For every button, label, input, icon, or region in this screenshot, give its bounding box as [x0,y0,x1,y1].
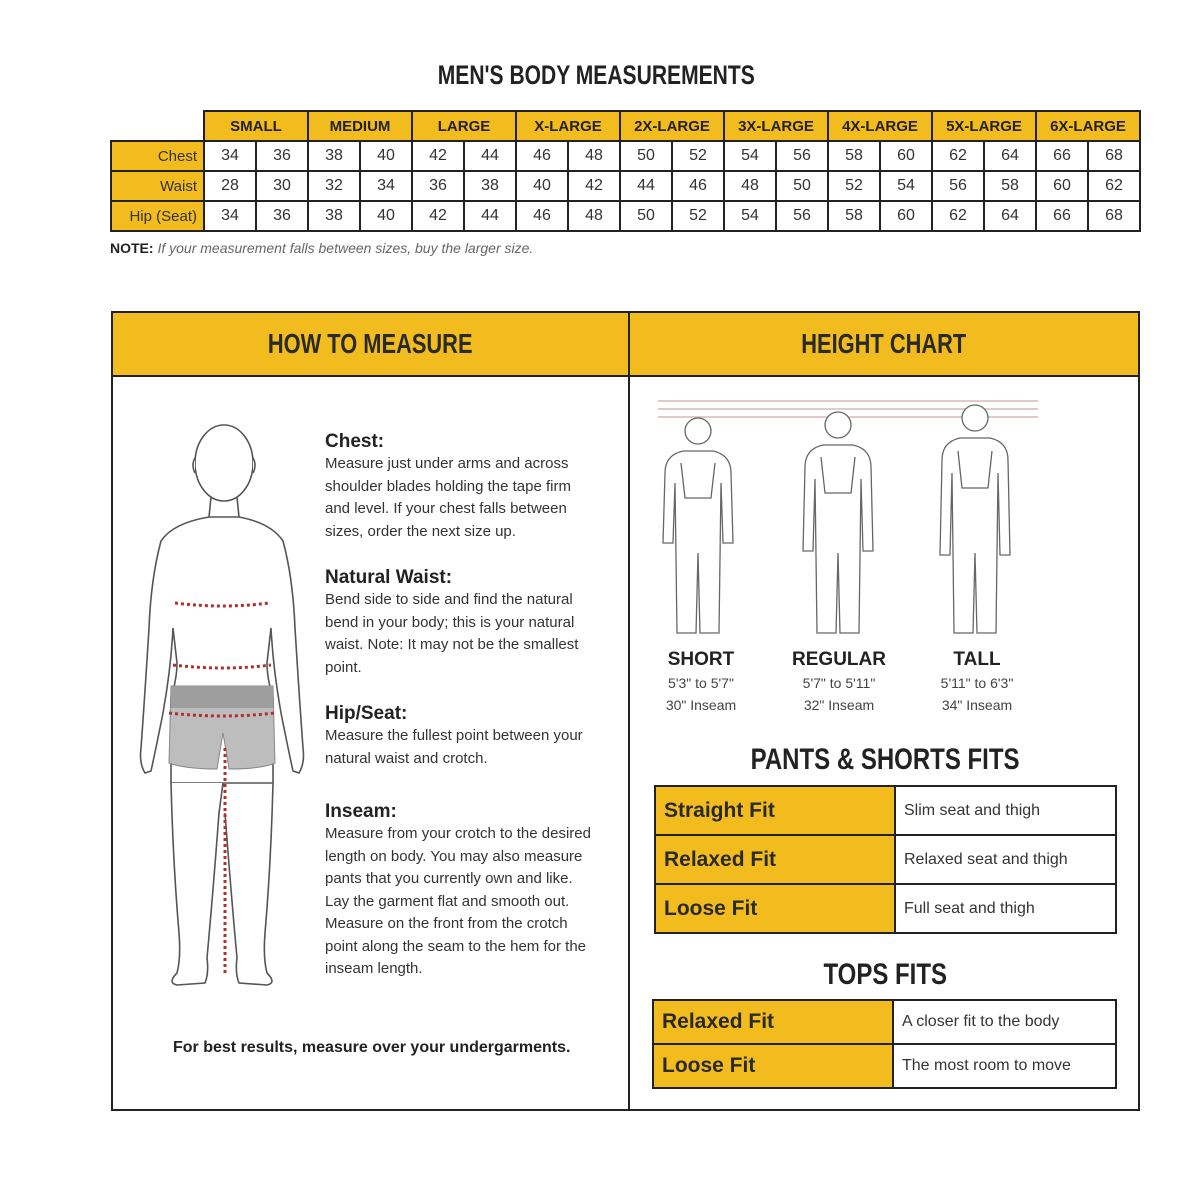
tall-label: TALL [953,649,1001,670]
inseam-title: Inseam: [325,801,397,822]
table-row [653,1000,1116,1044]
measurement-cell: 32 [308,171,360,201]
size-header: LARGE [412,111,516,141]
waist-text: Bend side to side and find the natural bend in your body; this is your natural waist. Note: It may not be the smallest point. [325,591,579,676]
measurement-cell: 44 [620,171,672,201]
table-corner [111,111,204,141]
measurement-cell: 34 [204,201,256,231]
measurement-cell: 34 [360,171,412,201]
measurement-cell: 50 [776,171,828,201]
measurement-cell: 68 [1088,141,1140,171]
measurement-cell: 64 [984,141,1036,171]
pants-fits-table [654,785,1117,934]
measurement-cell: 50 [620,201,672,231]
measurement-cell: 36 [256,141,308,171]
measurement-cell: 58 [984,171,1036,201]
size-header: 6X-LARGE [1036,111,1140,141]
table-row [655,884,1116,933]
measurement-cell: 58 [828,141,880,171]
how-to-measure-header [113,313,628,377]
measurement-cell: 62 [932,141,984,171]
measurement-cell: 54 [880,171,932,201]
size-header: 4X-LARGE [828,111,932,141]
measurement-cell: 44 [464,201,516,231]
size-header: 3X-LARGE [724,111,828,141]
size-header: X-LARGE [516,111,620,141]
tops-fits-heading [655,958,1115,992]
measurement-cell: 38 [308,141,360,171]
measurement-cell: 28 [204,171,256,201]
fit-name: Relaxed Fit [653,1000,893,1044]
height-figures-illustration [653,393,1043,643]
fit-desc: A closer fit to the body [893,1000,1116,1044]
measurement-cell: 44 [464,141,516,171]
short-range: 5'3" to 5'7" [668,675,734,691]
pants-fits-heading [655,743,1115,777]
measurement-cell: 46 [516,141,568,171]
size-header: 5X-LARGE [932,111,1036,141]
table-row [655,835,1116,884]
measure-footer: For best results, measure over your undergarments. [173,1039,571,1056]
height-chart-heading: HEIGHT CHART [801,328,967,359]
waist-title: Natural Waist: [325,567,453,588]
measurement-cell: 54 [724,141,776,171]
chest-title: Chest: [325,431,385,452]
regular-label: REGULAR [792,649,886,670]
inseam-instruction [325,801,600,981]
inseam-text: Measure from your crotch to the desired length on body. You may also measure pants that you currently own and like. Lay the garment flat and smooth out. Measure on the front from the crotch point along the seam to the hem for the inseam length. [325,825,591,977]
measurement-cell: 64 [984,201,1036,231]
tall-range: 5'11" to 6'3" [940,675,1014,691]
size-header: MEDIUM [308,111,412,141]
size-header: SMALL [204,111,308,141]
tall-inseam: 34" Inseam [941,697,1013,713]
size-header: 2X-LARGE [620,111,724,141]
measurement-cell: 40 [516,171,568,201]
measurement-cell: 56 [776,201,828,231]
measurement-cell: 54 [724,201,776,231]
body-figure-illustration [133,413,323,993]
fit-desc: Relaxed seat and thigh [895,835,1116,884]
measurement-cell: 40 [360,141,412,171]
measurement-cell: 36 [412,171,464,201]
table-row [111,201,1140,231]
measurement-cell: 66 [1036,141,1088,171]
tops-fits-table [652,999,1117,1089]
regular-range: 5'7" to 5'11" [802,675,876,691]
row-label: Hip (Seat) [111,201,204,231]
measurement-cell: 66 [1036,201,1088,231]
measurement-cell: 34 [204,141,256,171]
measurement-cell: 42 [568,171,620,201]
table-row [111,141,1140,171]
note-text: If your measurement falls between sizes, buy the larger size. [157,240,534,256]
fit-name: Loose Fit [655,884,895,933]
panel-divider [628,313,630,1109]
measurement-cell: 48 [568,141,620,171]
size-table-body [111,141,1140,231]
waist-instruction [325,567,600,679]
measurement-cell: 48 [724,171,776,201]
measurement-cell: 46 [516,201,568,231]
measurement-cell: 58 [828,201,880,231]
size-note [110,240,533,256]
table-row [111,171,1140,201]
measurement-cell: 68 [1088,201,1140,231]
hip-instruction [325,703,600,770]
height-chart-header [630,313,1138,377]
chest-instruction [325,431,600,543]
chest-text: Measure just under arms and across shoulder blades holding the tape firm and level. If your chest falls between sizes, order the next size up. [325,455,571,540]
how-to-measure-heading: HOW TO MEASURE [268,328,473,359]
measurement-cell: 56 [776,141,828,171]
measurement-cell: 52 [672,201,724,231]
size-chart-table [110,110,1141,232]
pants-fits-title: PANTS & SHORTS FITS [750,743,1020,776]
measurement-cell: 62 [932,201,984,231]
fit-name: Relaxed Fit [655,835,895,884]
measurement-cell: 30 [256,171,308,201]
measurement-cell: 56 [932,171,984,201]
fit-desc: Slim seat and thigh [895,786,1116,835]
fit-desc: The most room to move [893,1044,1116,1088]
table-row [653,1044,1116,1088]
measurement-cell: 46 [672,171,724,201]
measurement-cell: 38 [464,171,516,201]
hip-title: Hip/Seat: [325,703,408,724]
measurement-cell: 50 [620,141,672,171]
measurement-cell: 52 [828,171,880,201]
guide-panel [111,311,1140,1111]
hip-text: Measure the fullest point between your natural waist and crotch. [325,727,583,767]
measurement-cell: 60 [880,201,932,231]
measurement-cell: 36 [256,201,308,231]
fit-name: Loose Fit [653,1044,893,1088]
measurement-cell: 40 [360,201,412,231]
fit-name: Straight Fit [655,786,895,835]
regular-inseam: 32" Inseam [803,697,875,713]
tops-fits-title: TOPS FITS [823,958,947,991]
measurement-cell: 38 [308,201,360,231]
measurement-cell: 62 [1088,171,1140,201]
fit-desc: Full seat and thigh [895,884,1116,933]
page-title: MEN'S BODY MEASUREMENTS [437,60,755,90]
measurement-cell: 60 [880,141,932,171]
short-inseam: 30" Inseam [665,697,737,713]
short-label: SHORT [667,649,735,670]
measurement-cell: 60 [1036,171,1088,201]
measurement-cell: 42 [412,201,464,231]
row-label: Chest [111,141,204,171]
row-label: Waist [111,171,204,201]
measurement-cell: 52 [672,141,724,171]
size-header-row [111,111,1140,141]
note-label: NOTE: [110,240,154,256]
measurement-cell: 42 [412,141,464,171]
table-row [655,786,1116,835]
measurement-cell: 48 [568,201,620,231]
